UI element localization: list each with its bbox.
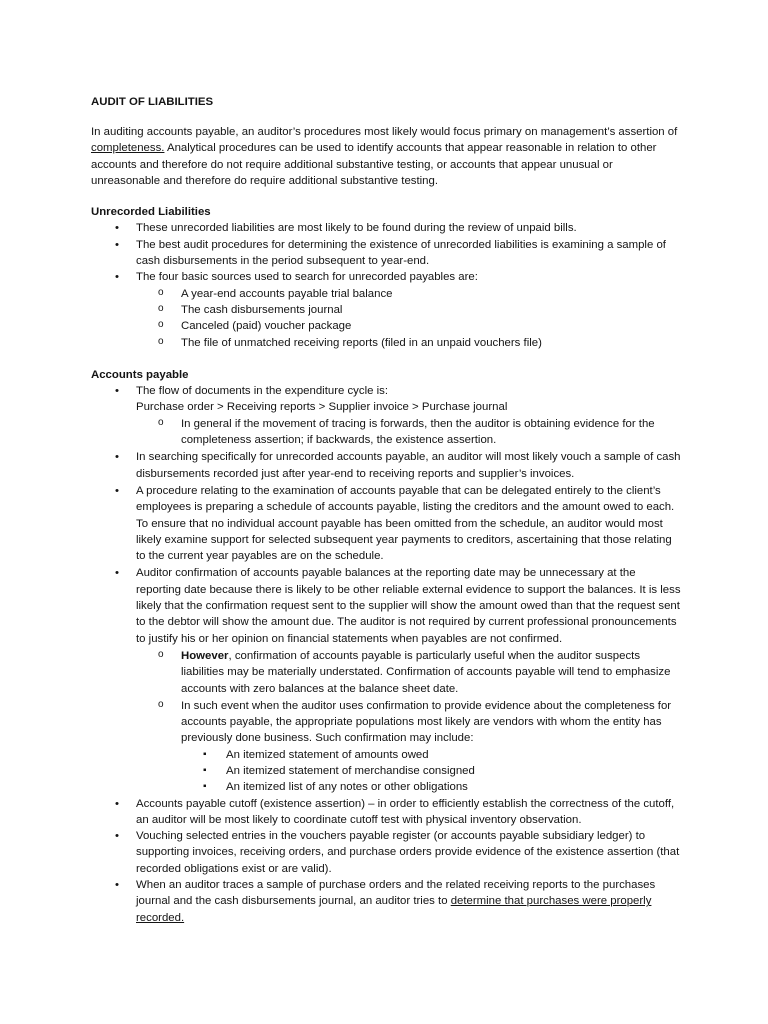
list-item-text: These unrecorded liabilities are most likely to be found during the review of unpaid bills.	[136, 222, 577, 235]
list-item-text: The cash disbursements journal	[181, 303, 343, 316]
intro-underlined-term: completeness.	[91, 142, 165, 155]
intro-paragraph	[91, 124, 683, 189]
list-item	[91, 383, 683, 448]
confirmation-includes-list	[181, 747, 683, 796]
heading-unrecorded-liabilities: Unrecorded Liabilities	[91, 206, 211, 219]
list-item	[136, 286, 683, 302]
list-item	[91, 828, 683, 877]
list-item	[91, 796, 683, 829]
list-item	[91, 269, 683, 350]
list-item-text: An itemized list of any notes or other obligations	[226, 781, 468, 794]
list-item	[136, 698, 683, 796]
list-item-text: When an auditor traces a sample of purchase orders and the related receiving reports to the purchases journal and the cash disbursements journal, an auditor tries to	[136, 879, 656, 908]
list-item-text: The four basic sources used to search for unrecorded payables are:	[136, 271, 478, 284]
unrecorded-bullet-list	[91, 220, 683, 350]
document-body	[91, 94, 683, 926]
list-item-text: A year-end accounts payable trial balance	[181, 287, 393, 300]
list-item-text: Canceled (paid) voucher package	[181, 320, 352, 333]
list-item-text: The file of unmatched receiving reports (filed in an unpaid vouchers file)	[181, 336, 542, 349]
list-item-text: Vouching selected entries in the vouchers payable register (or accounts payable subsidiary ledger) to supporting invoices, receiving orders, and purchase orders provide evidence of the existence assertion (that recorded obligations exist or are valid).	[136, 830, 680, 875]
intro-text-2: Analytical procedures can be used to identify accounts that appear reasonable in relation to other accounts and therefore do not require additional substantive testing, or accounts that appear unusual or unreasonable and therefore do require additional substantive testing.	[91, 142, 657, 187]
list-item	[136, 416, 683, 449]
flow-sublist	[136, 416, 683, 449]
accounts-payable-bullet-list	[91, 383, 683, 926]
list-item-text: A procedure relating to the examination of accounts payable that can be delegated entirely to the client’s employees is preparing a schedule of accounts payable, listing the creditors and the amount owed to each. To ensure that no individual account payable has been omitted from the schedule, an auditor would most likely examine support for selected subsequent year payments to creditors, ascertaining that those relating to the current year payables are on the schedule.	[136, 484, 675, 563]
confirmation-sublist	[136, 648, 683, 796]
list-item	[91, 220, 683, 236]
list-item	[136, 335, 683, 351]
sources-sublist	[136, 286, 683, 351]
document-title: AUDIT OF LIABILITIES	[91, 96, 214, 108]
list-item-text: Auditor confirmation of accounts payable balances at the reporting date may be unnecessary at the reporting date because there is likely to be other reliable external evidence to support the balances. It is less likely that the confirmation request sent to the supplier will show the amount owed than that the request sent to the debtor will show the amount due. The auditor is not required by current professional pronouncements to justify his or her opinion on financial statements when payables are not confirmed.	[136, 567, 681, 645]
list-item-text: In such event when the auditor uses confirmation to provide evidence about the completeness for accounts payable, the appropriate populations most likely are vendors with whom the entity has previously done business. Such confirmation may include:	[181, 699, 672, 745]
list-item	[136, 318, 683, 334]
list-item	[181, 779, 683, 795]
list-item	[91, 877, 683, 926]
list-item-text: In general if the movement of tracing is forwards, then the auditor is obtaining evidence for the completeness assertion; if backwards, the existence assertion.	[181, 417, 655, 447]
list-item-text: In searching specifically for unrecorded accounts payable, an auditor will most likely vouch a sample of cash disbursements recorded just after year-end to receiving reports and supplier’s invoices.	[136, 451, 681, 480]
list-item-text: An itemized statement of amounts owed	[226, 748, 429, 761]
list-item	[136, 648, 683, 697]
trace-underlined-phrase: determine that purchases were properly recorded.	[136, 895, 652, 924]
list-item-text: The best audit procedures for determining the existence of unrecorded liabilities is examining a sample of cash disbursements in the period subsequent to year-end.	[136, 238, 666, 268]
however-bold: However	[181, 649, 229, 662]
list-item	[91, 449, 683, 482]
list-item	[181, 747, 683, 763]
list-item	[91, 565, 683, 795]
intro-text-1: In auditing accounts payable, an auditor’s procedures most likely would focus primary on management’s assertion of	[91, 126, 678, 138]
list-item	[136, 302, 683, 318]
flow-intro: • The flow of documents in the expenditure cycle is:	[136, 385, 388, 398]
list-item	[181, 763, 683, 779]
list-item-text: , confirmation of accounts payable is particularly useful when the auditor suspects liabilities may be materially understated. Confirmation of accounts payable will tend to emphasize accounts with zero balances at the balance sheet date.	[181, 649, 671, 695]
heading-accounts-payable: Accounts payable	[91, 368, 189, 381]
flow-chain: Purchase order > Receiving reports > Supplier invoice > Purchase journal	[136, 401, 508, 414]
list-item-text: Accounts payable cutoff (existence assertion) – in order to efficiently establish the correctness of the cutoff, an auditor will be most likely to coordinate cutoff test with physical inventory observation.	[136, 797, 675, 826]
list-item-text: An itemized statement of merchandise consigned	[226, 764, 475, 777]
list-item	[91, 483, 683, 564]
list-item	[91, 237, 683, 270]
